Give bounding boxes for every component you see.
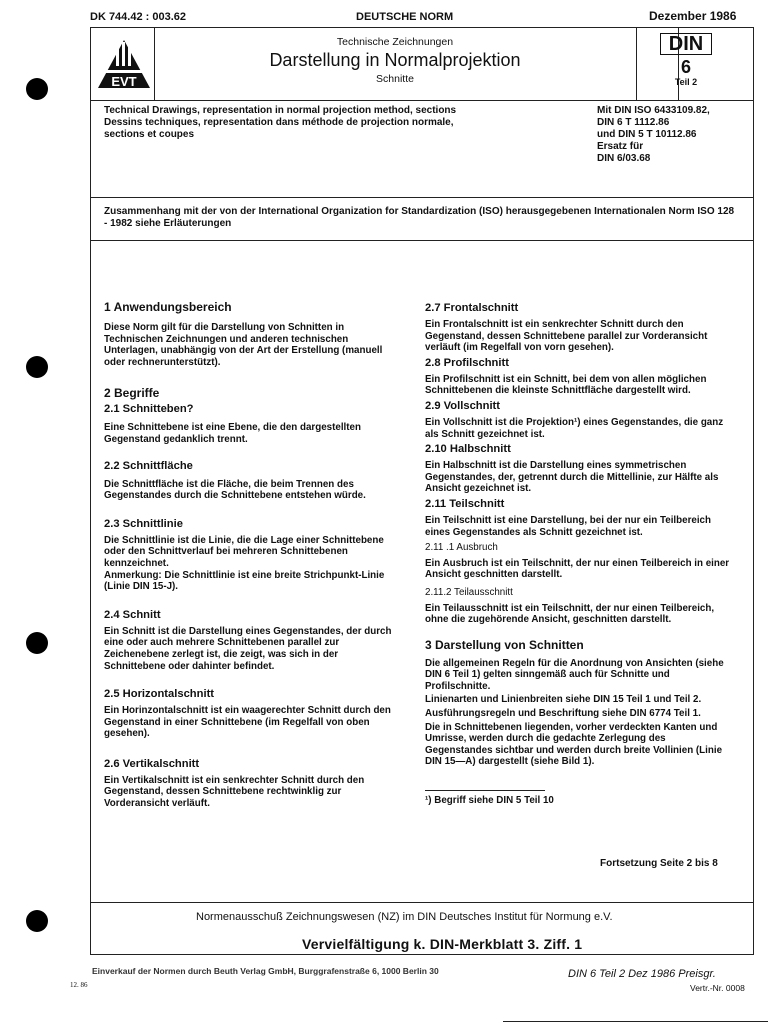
section-2-11-heading: 2.11 Teilschnitt xyxy=(425,497,505,510)
section-2-1-heading: 2.1 Schnitteben? xyxy=(104,403,194,416)
print-date: 12. 86 xyxy=(70,981,88,989)
section-3-edges: Die in Schnittebenen liegenden, vorher verdeckten Kanten und Umrisse, werden durch die gedachte Zerlegung des Gegenstandes sichtbar und werden durch breite Vollinien (Linie DIN 15—A) dargestellt (siehe Bild 1). xyxy=(425,721,723,768)
section-2-10-heading: 2.10 Halbschnitt xyxy=(425,443,511,456)
copy-stamp: Vervielfältigung k. DIN-Merkblatt 3. Ziff. 1 xyxy=(302,936,583,952)
section-2-2-heading: 2.2 Schnittfläche xyxy=(104,459,193,472)
section-2-7-heading: 2.7 Frontalschnitt xyxy=(425,302,519,314)
section-2-1-text: Eine Schnittebene ist eine Ebene, die den dargestellten Gegenstand gedanklich trennt. xyxy=(104,422,361,445)
punch-hole xyxy=(26,78,48,100)
translation-fr: Dessins techniques, representation dans méthode de projection normale, xyxy=(104,117,454,128)
section-2-3-note: Anmerkung: Die Schnittlinie ist eine breite Strichpunkt-Linie (Linie DIN 15-J). xyxy=(104,569,385,593)
section-2-6-heading: 2.6 Vertikalschnitt xyxy=(104,757,200,770)
din-part: Teil 2 xyxy=(674,77,698,87)
section-1-heading: 1 Anwendungsbereich xyxy=(104,300,232,314)
price-group: DIN 6 Teil 2 Dez 1986 Preisgr. xyxy=(568,968,716,980)
sales-line: Einverkauf der Normen durch Beuth Verlag GmbH, Burggrafenstraße 6, 1000 Berlin 30 xyxy=(92,966,439,976)
section-2-11-1-heading: 2.11 .1 Ausbruch xyxy=(425,542,498,554)
translation-en: Technical Drawings, representation in normal projection method, sections xyxy=(104,105,457,116)
section-2-9-text: Ein Vollschnitt ist die Projektion¹) eines Gegenstandes, die ganz als Schnitt gezeichnet ist. xyxy=(425,416,724,440)
section-3-line-types: Linienarten und Linienbreiten siehe DIN 15 Teil 1 und Teil 2. xyxy=(425,694,702,706)
document-title: Darstellung in Normalprojektion xyxy=(269,50,521,70)
section-3-rules: Ausführungsregeln und Beschriftung siehe DIN 6774 Teil 1. xyxy=(425,708,701,720)
punch-hole xyxy=(26,356,48,378)
dk-number: DK 744.42 : 003.62 xyxy=(90,11,187,23)
section-2-4-text: Ein Schnitt ist die Darstellung eines Gegenstandes, der durch eine oder auch mehrere Schnittebenen parallel zur Zeichenebene zerlegt ist, die zeigt, was sich in der Schnittebene oder dahinter befindet. xyxy=(104,625,392,672)
section-2-heading: 2 Begriffe xyxy=(104,386,160,401)
section-2-11-text: Ein Teilschnitt ist eine Darstellung, bei der nur ein Teilbereich eines Gegenstandes als Schnitt gezeichnet ist. xyxy=(425,514,711,538)
related-standard: Mit DIN ISO 6433109.82, xyxy=(597,105,710,116)
related-standard: DIN 6/03.68 xyxy=(597,153,651,164)
logo-text: EVT xyxy=(111,74,137,89)
translation-fr-2: sections et coupes xyxy=(104,129,195,140)
punch-hole xyxy=(26,632,48,654)
section-2-7-text: Ein Frontalschnitt ist ein senkrechter Schnitt durch den Gegenstand, dessen Schnittebene parallel zur Vorderansicht verläuft (im Regelfall von vorn gesehen). xyxy=(425,319,708,354)
subtitle-sections: Schnitte xyxy=(376,73,414,85)
related-standard: und DIN 5 T 10112.86 xyxy=(597,129,697,140)
iso-note: Zusammenhang mit der von der International Organization for Standardization (ISO) herausgegebenen Internationalen Norm ISO 128 - 1982 siehe Erläuterungen xyxy=(104,206,735,229)
section-2-8-heading: 2.8 Profilschnitt xyxy=(425,356,509,369)
related-standard: DIN 6 T 1112.86 xyxy=(597,117,670,128)
section-2-6-text: Ein Vertikalschnitt ist ein senkrechter Schnitt durch den Gegenstand, dessen Schnittebene rechtwinklig zur Vorderansicht verläuft. xyxy=(104,774,365,810)
din-number: 6 xyxy=(680,57,691,77)
section-2-11-2-heading: 2.11.2 Teilausschnitt xyxy=(425,586,513,598)
section-3-text: Die allgemeinen Regeln für die Anordnung von Ansichten (siehe DIN 6 Teil 1) gelten sinngemäß auch für Schnitte und Profilschnitte. xyxy=(425,657,724,692)
section-2-5-heading: 2.5 Horizontalschnitt xyxy=(104,688,215,701)
section-2-4-heading: 2.4 Schnitt xyxy=(104,608,161,621)
section-2-5-text: Ein Horinzontalschnitt ist ein waagerechter Schnitt durch den Gegenstand in einer Schnittebene (im Regelfall von oben gesehen). xyxy=(104,705,391,740)
section-2-3-text: Die Schnittlinie ist die Linie, die die Lage einer Schnittebene oder den Schnittverlauf bei mehreren Schnittebenen kennzeichnet. xyxy=(104,534,384,569)
standard-label: DEUTSCHE NORM xyxy=(356,11,454,23)
continuation-note: Fortsetzung Seite 2 bis 8 xyxy=(600,858,718,869)
committee: Normenausschuß Zeichnungswesen (NZ) im DIN Deutsches Institut für Normung e.V. xyxy=(196,911,613,923)
vertr-number: Vertr.-Nr. 0008 xyxy=(690,983,745,993)
evt-logo xyxy=(96,38,152,92)
section-2-10-text: Ein Halbschnitt ist die Darstellung eines symmetrischen Gegenstandes, der, getrennt durch die Mittellinie, zur Hälfte als Ansicht gezeichnet ist. xyxy=(425,460,719,495)
section-1-text: Diese Norm gilt für die Darstellung von Schnitten in Technischen Zeichnungen und anderen technischen Unterlagen, unabhängig von der Art der Erstellung (manuell oder rechnerunterstützt). xyxy=(104,322,383,368)
related-standard: Ersatz für xyxy=(597,141,644,152)
section-2-11-1-text: Ein Ausbruch ist ein Teilschnitt, der nur einen Teilbereich in einer Ansicht geschnitten darstellt. xyxy=(425,557,730,581)
punch-hole xyxy=(26,910,48,932)
section-2-2-text: Die Schnittfläche ist die Fläche, die beim Trennen des Gegenstandes durch die Schnittebene entstehen würde. xyxy=(104,478,366,502)
issue-date: Dezember 1986 xyxy=(649,9,737,23)
section-2-3-heading: 2.3 Schnittlinie xyxy=(104,517,183,530)
section-3-heading: 3 Darstellung von Schnitten xyxy=(425,637,584,652)
footnote: ¹) Begriff siehe DIN 5 Teil 10 xyxy=(425,795,554,807)
subtitle: Technische Zeichnungen xyxy=(336,36,454,48)
section-2-8-text: Ein Profilschnitt ist ein Schnitt, bei dem von allen möglichen Schnittebenen die kleinste Schnittfläche dargestellt wird. xyxy=(425,373,707,397)
section-2-11-2-text: Ein Teilausschnitt ist ein Teilschnitt, der nur einen Teilbereich, ohne die zugehörende Ansicht, geschnitten darstellt. xyxy=(425,602,715,626)
din-label: DIN xyxy=(660,33,712,55)
section-2-9-heading: 2.9 Vollschnitt xyxy=(425,399,501,412)
